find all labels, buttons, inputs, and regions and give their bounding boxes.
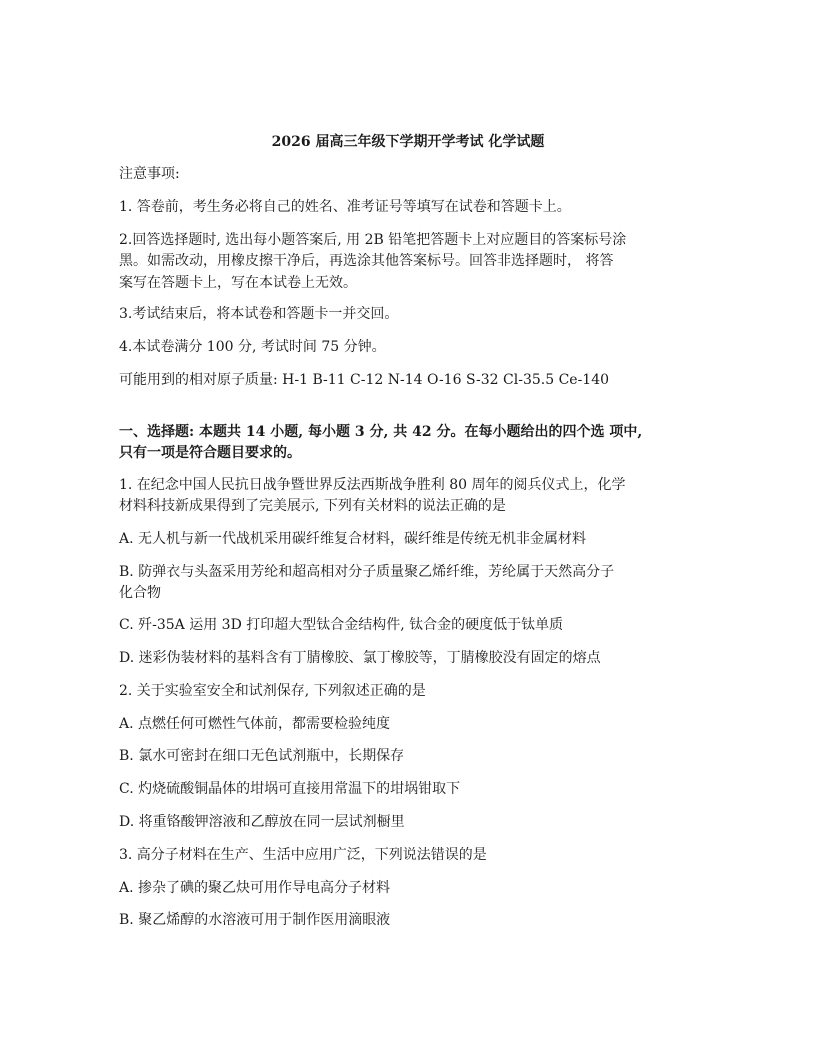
atomic-mass-line: 可能用到的相对原子质量: H-1 B-11 C-12 N-14 O-16 S-32 Cl-35.5 Ce-140 <box>119 372 610 388</box>
option-text: A. 掺杂了碘的聚乙炔可用作导电高分子材料 <box>119 880 391 896</box>
option-text: D. 迷彩伪装材料的基料含有丁腈橡胶、氯丁橡胶等，丁腈橡胶没有固定的熔点 <box>119 650 601 666</box>
notice-line: 3.考试结束后，将本试卷和答题卡一并交回。 <box>119 306 399 322</box>
question-text: 3. 高分子材料在生产、生活中应用广泛，下列说法错误的是 <box>119 847 487 863</box>
option-text: C. 灼烧硫酸铜晶体的坩埚可直接用常温下的坩埚钳取下 <box>119 781 461 797</box>
question-text: 2. 关于实验室安全和试剂保存, 下列叙述正确的是 <box>119 683 426 699</box>
section-heading: 一、选择题: 本题共 14 小题, 每小题 3 分, 共 42 分。在每小题给出的四个选 项中, <box>119 424 643 440</box>
option-text: 化合物 <box>119 585 161 601</box>
option-text: B. 氯水可密封在细口无色试剂瓶中，长期保存 <box>119 748 405 764</box>
option-text: B. 防弹衣与头盔采用芳纶和超高相对分子质量聚乙烯纤维，芳纶属于天然高分子 <box>119 564 615 580</box>
notice-line: 案写在答题卡上，写在本试卷上无效。 <box>119 275 357 291</box>
notice-line: 黑。如需改动，用橡皮擦干净后，再选涂其他答案标号。回答非选择题时， 将答 <box>119 253 614 269</box>
notice-heading: 注意事项: <box>119 166 180 182</box>
option-text: B. 聚乙烯醇的水溶液可用于制作医用滴眼液 <box>119 912 391 928</box>
option-text: A. 无人机与新一代战机采用碳纤维复合材料，碳纤维是传统无机非金属材料 <box>119 531 587 547</box>
option-text: C. 歼-35A 运用 3D 打印超大型钛合金结构件, 钛合金的硬度低于钛单质 <box>119 617 564 633</box>
option-text: D. 将重铬酸钾溶液和乙醇放在同一层试剂橱里 <box>119 814 405 830</box>
question-text: 1. 在纪念中国人民抗日战争暨世界反法西斯战争胜利 80 周年的阅兵仪式上，化学 <box>119 477 626 493</box>
exam-title: 2026 届高三年级下学期开学考试 化学试题 <box>271 134 545 150</box>
section-heading: 只有一项是符合题目要求的。 <box>119 445 301 461</box>
notice-line: 4.本试卷满分 100 分, 考试时间 75 分钟。 <box>119 339 386 355</box>
notice-line: 1. 答卷前，考生务必将自己的姓名、准考证号等填写在试卷和答题卡上。 <box>119 199 571 215</box>
question-text: 材料科技新成果得到了完美展示, 下列有关材料的说法正确的是 <box>119 498 506 514</box>
option-text: A. 点燃任何可燃性气体前，都需要检验纯度 <box>119 716 391 732</box>
notice-line: 2.回答选择题时, 选出每小题答案后, 用 2B 铅笔把答题卡上对应题目的答案标号涂 <box>119 232 627 248</box>
